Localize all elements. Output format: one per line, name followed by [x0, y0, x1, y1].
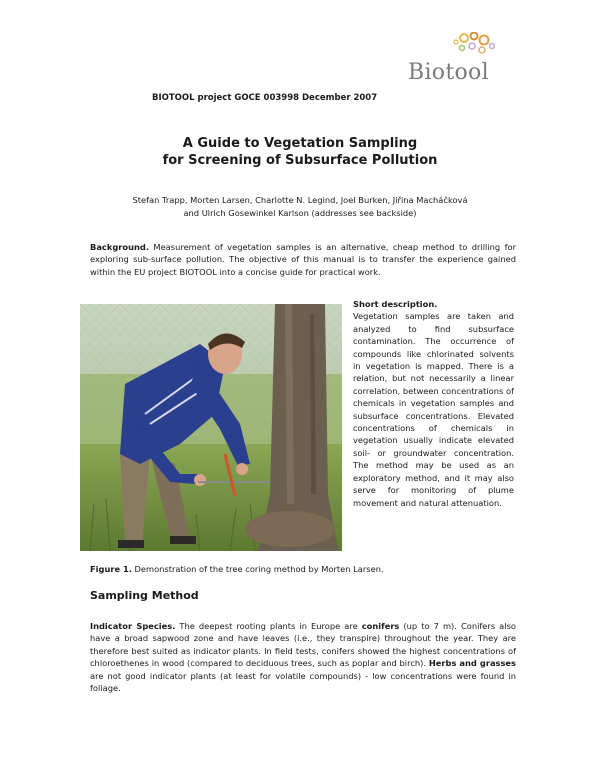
- figure-caption-text: Demonstration of the tree coring method by Morten Larsen.: [131, 564, 384, 574]
- section-heading: Sampling Method: [90, 589, 199, 602]
- document-title: [0, 135, 600, 169]
- authors-line-1: Stefan Trapp, Morten Larsen, Charlotte N. Legind, Joel Burken, Jiřina Macháčková: [132, 195, 468, 205]
- background-text: Measurement of vegetation samples is an alternative, cheap method to drilling for exploring sub-surface pollution. The objective of this manual is to transfer the experience gained within the EU project BIOTOOL into a concise guide for practical work.: [90, 242, 516, 277]
- figure-label: Figure 1.: [90, 564, 132, 574]
- indicator-label: Indicator Species.: [90, 621, 176, 631]
- photo-illustration: [80, 304, 342, 551]
- project-header: BIOTOOL project GOCE 003998 December 2007: [152, 93, 378, 103]
- figure-caption: [90, 564, 384, 574]
- tree-coring-photo: [80, 304, 342, 551]
- background-label: Background.: [90, 242, 149, 252]
- logo-text: Biotool: [408, 60, 489, 85]
- indicator-species-paragraph: [90, 620, 516, 694]
- indicator-bold-herbs: Herbs and grasses: [428, 658, 516, 669]
- indicator-bold-conifers: conifers: [361, 621, 400, 631]
- title-line-1: A Guide to Vegetation Sampling: [182, 136, 418, 151]
- title-line-2: for Screening of Subsurface Pollution: [162, 153, 438, 168]
- short-description-text: Vegetation samples are taken and analyzed to find subsurface contamination. The occurrence of compounds like chlorinated solvents in vegetation is mapped. There is a relation, but not necessarily a linear correlation, between concentrations of chemicals in vegetation samples and subsurface concentrations. Elevated concentrations of chemicals in vegetation usually indicate elevated soil- or groundwater concentration. The method may be used as an exploratory method, and it may also serve for monitoring of plume movement and natural attenuation.: [353, 311, 514, 508]
- authors-line-2: and Ulrich Gosewinkel Karlson (addresses see backside): [183, 207, 417, 218]
- short-description: [353, 298, 514, 509]
- indicator-text-1: The deepest rooting plants in Europe are: [175, 621, 362, 631]
- indicator-text-2: (up to 7 m). Conifers also have a broad sapwood zone and have leaves (i.e., they transpire) throughout the year. They are therefore best suited as indicator plants. In field tests, conifers showed the highest concentrations of chloroethenes in wood (compared to deciduous trees, such as poplar and birch).: [90, 621, 516, 669]
- indicator-text-3: are not good indicator plants (at least for volatile compounds) - low concentrations were found in foliage.: [90, 670, 516, 694]
- authors: [0, 194, 600, 219]
- short-description-heading: Short description.: [353, 299, 438, 309]
- background-paragraph: [90, 241, 516, 278]
- biotool-logo: [404, 36, 504, 96]
